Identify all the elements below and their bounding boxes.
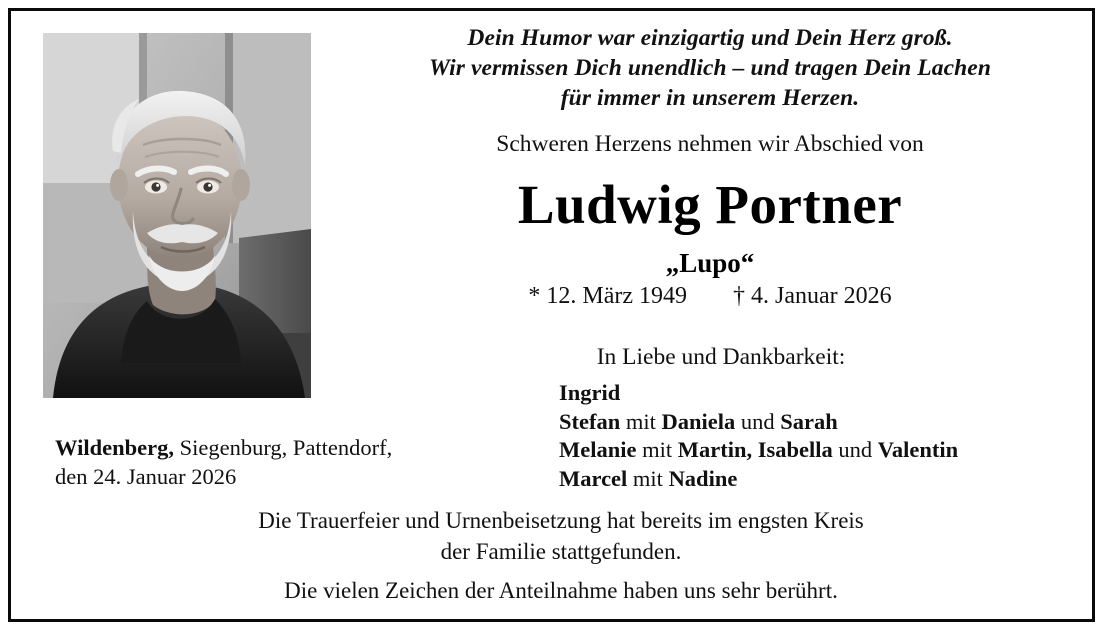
notice-date: den 24. Januar 2026 [55, 464, 237, 489]
family-member-partner: Martin, Isabella [677, 437, 833, 462]
other-places: Siegenburg, Pattendorf, [173, 435, 393, 460]
footer-line-2: der Familie stattgefunden. [440, 539, 682, 564]
family-member-name: Melanie [559, 437, 637, 462]
birth-date: * 12. März 1949 [528, 283, 687, 309]
deceased-nickname: „Lupo“ [665, 248, 755, 278]
family-member-name: Marcel [559, 465, 628, 491]
verse-line-1: Dein Humor war einzigartig und Dein Herz groß. [467, 25, 953, 51]
family-member-child: Valentin [877, 437, 959, 462]
verse-line-3: für immer in unserem Herzen. [560, 85, 860, 111]
family-connector: mit [620, 408, 662, 434]
places-and-date [55, 433, 525, 491]
family-member-partner: Daniela [661, 408, 736, 434]
main-place: Wildenberg, [55, 435, 174, 460]
footer-note [51, 505, 1071, 606]
verse-line-2: Wir vermissen Dich unendlich – und tragen Dein Lachen [429, 55, 991, 81]
footer-line-1: Die Trauerfeier und Urnenbeisetzung hat bereits im engsten Kreis [258, 508, 864, 533]
family-member-child: Sarah [780, 408, 838, 434]
family-connector: mit [636, 437, 678, 462]
family-connector: mit [627, 465, 669, 491]
list-item [559, 465, 1079, 494]
notice-content [11, 11, 1092, 619]
life-dates [341, 283, 1079, 310]
portrait-photo [43, 33, 311, 398]
family-member-partner: Nadine [668, 465, 738, 491]
family-connector-2: und [832, 437, 878, 462]
family-member-name: Stefan [559, 408, 621, 434]
places-line [55, 433, 525, 462]
family-list [559, 379, 1079, 493]
list-item [559, 436, 1079, 465]
family-member-name: Ingrid [559, 380, 621, 405]
footer-line-3: Die vielen Zeichen der Anteilnahme haben uns sehr berührt. [284, 578, 838, 603]
farewell-line: Schweren Herzens nehmen wir Abschied von [496, 131, 924, 157]
list-item [559, 408, 1079, 437]
verse-text [341, 23, 1079, 113]
deceased-name: Ludwig Portner [517, 174, 903, 235]
death-date: † 4. Januar 2026 [733, 283, 892, 309]
family-connector-2: und [735, 408, 781, 434]
gratitude-heading: In Liebe und Dankbarkeit: [596, 344, 846, 370]
list-item [559, 379, 1079, 408]
